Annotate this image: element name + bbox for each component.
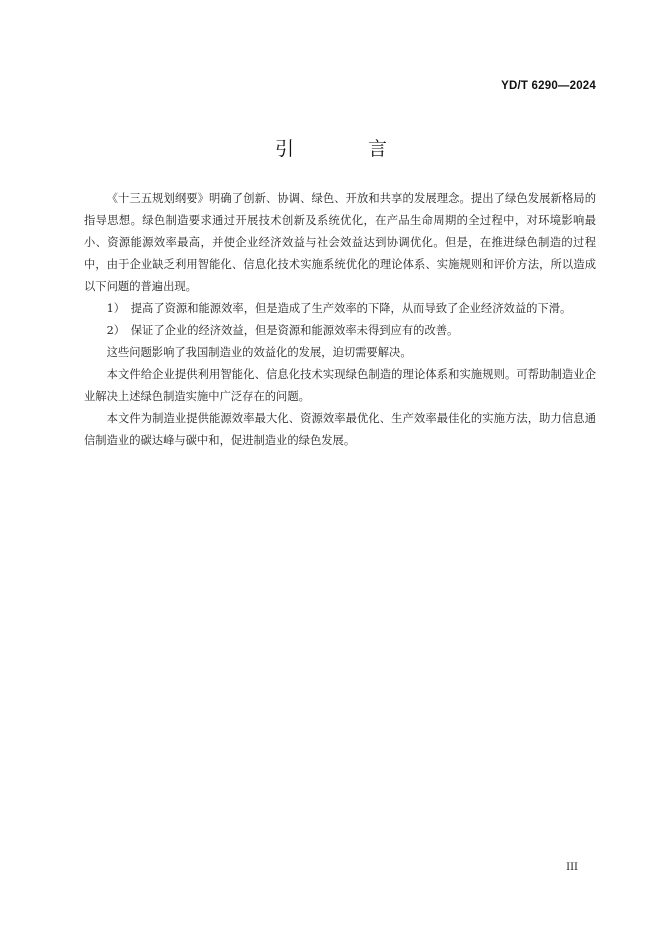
paragraph-problem: 这些问题影响了我国制造业的效益化的发展，迫切需要解决。 (106, 346, 412, 359)
list-item-1: 1） 提高了资源和能源效率，但是造成了生产效率的下降，从而导致了企业经济效益的下滑。 (106, 302, 572, 315)
document-code: YD/T 6290—2024 (501, 80, 596, 92)
paragraph-intro: 《十三五规划纲要》明确了创新、协调、绿色、开放和共享的发展理念。提出了绿色发展新格局的指导思想。绿色制造要求通过开展技术创新及系统优化，在产品生命周期的全过程中，对环境影响最小、资源能源效率最高，并使企业经济效益与社会效益达到协调优化。但是，在推进绿色制造的过程中，由于企业缺乏利用智能化、信息化技术实施系统优化的理论体系、实施规则和评价方法，所以造成以下问题的普遍出现。 (84, 192, 596, 293)
page-number: III (566, 862, 578, 873)
document-body (84, 188, 596, 452)
paragraph-benefit: 本文件为制造业提供能源效率最大化、资源效率最优化、生产效率最佳化的实施方法，助力信息通信制造业的碳达峰与碳中和，促进制造业的绿色发展。 (84, 412, 596, 447)
page-title: 引 言 (274, 138, 422, 160)
list-item-2: 2） 保证了企业的经济效益，但是资源和能源效率未得到应有的改善。 (106, 324, 459, 337)
paragraph-purpose: 本文件给企业提供利用智能化、信息化技术实现绿色制造的理论体系和实施规则。可帮助制造业企业解决上述绿色制造实施中广泛存在的问题。 (84, 368, 596, 403)
